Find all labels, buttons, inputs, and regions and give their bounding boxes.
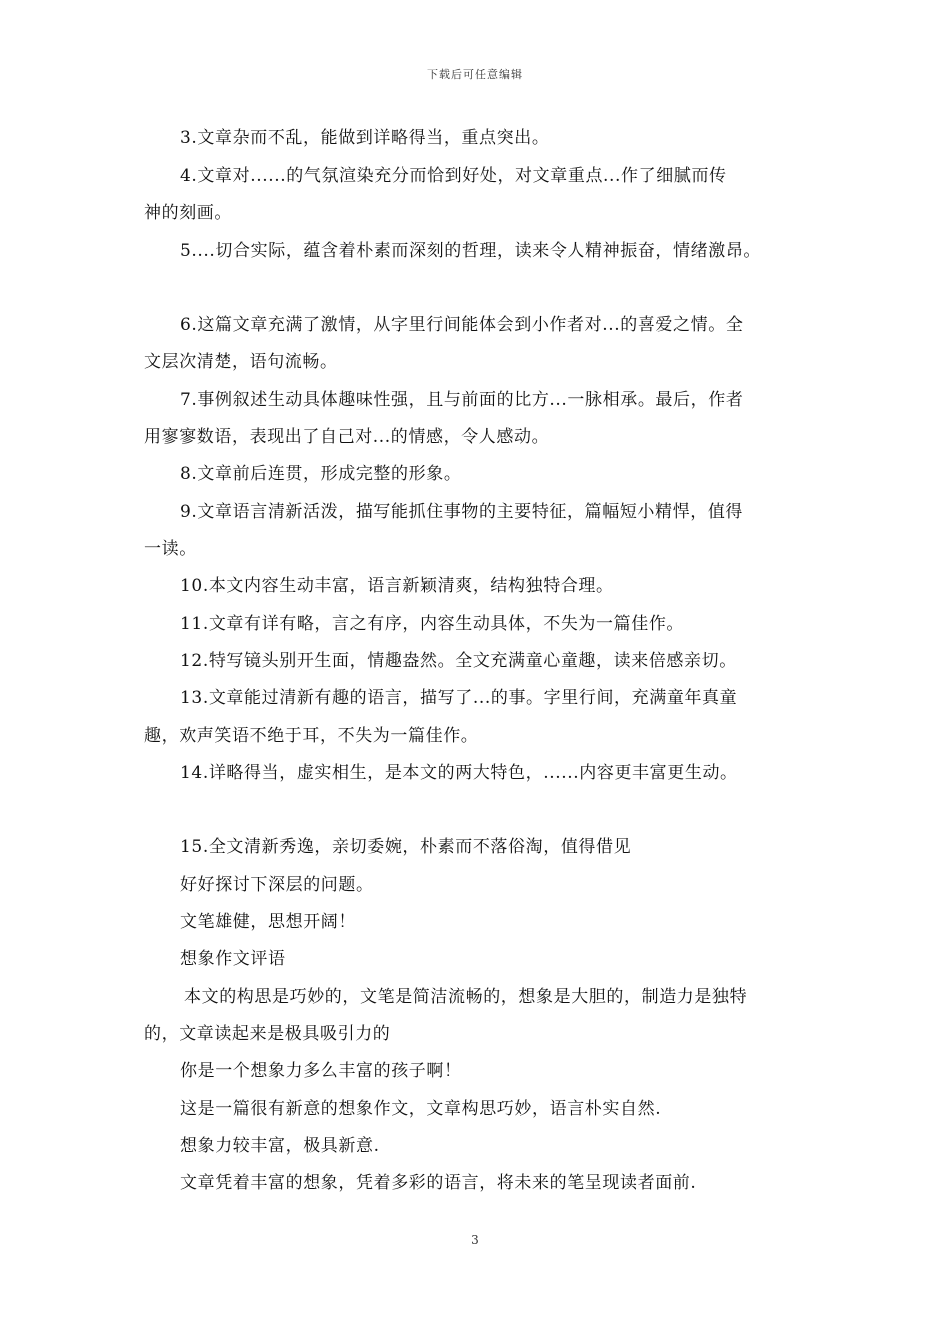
text-line: 的，文章读起来是极具吸引力的	[144, 1024, 391, 1044]
section-heading: 想象作文评语	[180, 949, 286, 969]
text-line: 11.文章有详有略，言之有序，内容生动具体，不失为一篇佳作。	[180, 614, 685, 634]
text-line: 8.文章前后连贯，形成完整的形象。	[180, 464, 462, 484]
text-line: 文笔雄健，思想开阔！	[180, 912, 356, 932]
text-line: 5....切合实际，蕴含着朴素而深刻的哲理，读来令人精神振奋，情绪激昂。	[180, 241, 762, 261]
text-line: 文章凭着丰富的想象，凭着多彩的语言，将未来的笔呈现读者面前.	[180, 1173, 697, 1193]
text-line: 趣，欢声笑语不绝于耳，不失为一篇佳作。	[144, 726, 479, 746]
text-line: 文层次清楚，语句流畅。	[144, 352, 338, 372]
text-line: 10.本文内容生动丰富，语言新颖清爽，结构独特合理。	[180, 576, 614, 596]
text-line: 3.文章杂而不乱，能做到详略得当，重点突出。	[180, 128, 550, 148]
text-line: 一读。	[144, 539, 197, 559]
text-line: 14.详略得当，虚实相生，是本文的两大特色，......内容更丰富更生动。	[180, 763, 738, 783]
text-line: 这是一篇很有新意的想象作文，文章构思巧妙，语言朴实自然.	[180, 1099, 662, 1119]
text-line: 想象力较丰富，极具新意.	[180, 1136, 380, 1156]
page-header: 下载后可任意编辑	[427, 68, 523, 81]
text-line: 本文的构思是巧妙的，文笔是简洁流畅的，想象是大胆的，制造力是独特	[184, 987, 748, 1007]
text-line: 4.文章对......的气氛渲染充分而恰到好处，对文章重点...作了细腻而传	[180, 166, 727, 186]
text-line: 用寥寥数语，表现出了自己对...的情感，令人感动。	[144, 427, 550, 447]
text-line: 9.文章语言清新活泼，描写能抓住事物的主要特征，篇幅短小精悍，值得	[180, 502, 744, 522]
text-line: 15.全文清新秀逸，亲切委婉，朴素而不落俗淘，值得借见	[180, 837, 632, 857]
text-line: 7.事例叙述生动具体趣味性强，且与前面的比方...一脉相承。最后，作者	[180, 390, 744, 410]
text-line: 神的刻画。	[144, 203, 232, 223]
text-line: 6.这篇文章充满了激情，从字里行间能体会到小作者对...的喜爱之情。全	[180, 315, 744, 335]
page-number: 3	[471, 1233, 479, 1247]
text-line: 12.特写镜头别开生面，情趣盎然。全文充满童心童趣，读来倍感亲切。	[180, 651, 737, 671]
text-line: 好好探讨下深层的问题。	[180, 875, 374, 895]
text-line: 13.文章能过清新有趣的语言，描写了...的事。字里行间，充满童年真童	[180, 688, 738, 708]
text-line: 你是一个想象力多么丰富的孩子啊！	[180, 1061, 462, 1081]
